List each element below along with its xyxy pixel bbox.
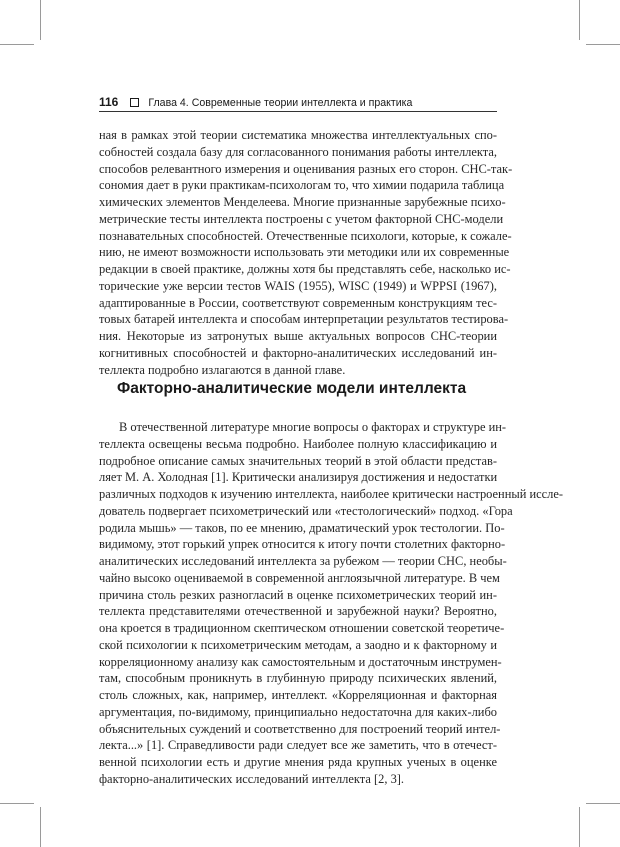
running-header [99, 95, 497, 109]
text-line: лекта...» [1]. Справедливости ради следует все же заметить, что в отечест- [99, 738, 497, 753]
checkbox-square-icon [130, 98, 139, 107]
text-line: столь сложных, как, например, интеллект. «Корреляционная и факторная [99, 688, 497, 702]
paragraph-1 [99, 127, 513, 378]
text-line: объяснительных суждений и соответственно для построений теорий интел- [99, 721, 501, 736]
text-line: редакции в своей практике, должны хотя бы представлять себе, насколько ис- [99, 262, 511, 276]
text-line: подробное описание самых значительных теорий в этой области представ- [99, 453, 497, 468]
text-line: там, способным проникнуть в глубинную природу психических явлений, [99, 671, 497, 686]
text-line: теллекта освещены весьма подробно. Наиболее полную классификацию и [99, 436, 497, 451]
text-line: когнитивных способностей и факторно-аналитических исследований ин- [99, 345, 497, 360]
crop-mark [0, 44, 34, 45]
crop-mark [579, 807, 580, 847]
text-line: ской психологии к психометрическим методам, а заодно и к факторному и [99, 637, 497, 652]
text-line: способов релевантного измерения и оценивания разных его сторон. CHC-так- [99, 161, 513, 176]
text-line: дователь подвергает психометрический или «тестологический» подход. «Гора [99, 503, 513, 518]
text-line: метрические тесты интеллекта построены с учетом факторной CHC-модели [99, 211, 504, 226]
text-line: ния. Некоторые из затронутых выше актуальных вопросов CHC-теории [99, 329, 497, 343]
text-line: причина столь резких разногласий в оценке психометрических теорий ин- [99, 587, 497, 602]
crop-mark [579, 0, 580, 40]
text-line: она кроется в традиционном скептическом отношении советской теоретиче- [99, 621, 505, 635]
text-line: теллекта подробно излагаются в данной главе. [99, 362, 346, 377]
text-line: познавательных способностей. Отечественные психологи, которые, к сожале- [99, 228, 512, 243]
crop-mark [0, 803, 34, 804]
header-divider [99, 111, 497, 112]
crop-mark [40, 807, 41, 847]
text-line: корреляционному анализу как самостоятельным и достаточным инструмен- [99, 654, 502, 669]
text-line: В отечественной литературе многие вопросы о факторах и структуре ин- [119, 420, 507, 434]
text-line: ляет М. А. Холодная [1]. Критически анализируя достижения и недостатки [99, 470, 498, 485]
text-line: венной психологии есть и другие мнения ряда крупных ученых в оценке [99, 755, 497, 769]
text-line: нию, не имеют возможности использовать эти методики или их современные [99, 245, 510, 260]
text-line: собностей создала базу для согласованного понимания работы интеллекта, [99, 144, 497, 159]
text-line: товых батарей интеллекта и способам интерпретации результатов тестирова- [99, 312, 509, 327]
text-line: видимому, этот горький упрек относится к итогу почти столетних факторно- [99, 537, 506, 552]
crop-mark [586, 44, 620, 45]
text-line: сономия дает в руки практикам-психологам то, что химии подарила таблица [99, 178, 505, 193]
text-line: факторно-аналитических исследований интеллекта [2, 3]. [99, 771, 405, 786]
text-line: чайно высоко оцениваемой в современной англоязычной литературе. В чем [99, 570, 500, 585]
text-line: торические уже версии тестов WAIS (1955), WISC (1949) и WPPSI (1967), [99, 278, 497, 293]
section-heading: Факторно-аналитические модели интеллекта [117, 380, 467, 397]
text-line: различных подходов к изучению интеллекта, наиболее критически настроенный иссле- [99, 487, 564, 501]
crop-mark [586, 803, 620, 804]
chapter-title: Глава 4. Современные теории интеллекта и практика [148, 97, 413, 109]
text-line: химических элементов Менделеева. Многие признанные зарубежные психо- [99, 195, 506, 209]
crop-mark [40, 0, 41, 40]
text-line: теллекта представителями отечественной и зарубежной науки? Вероятно, [99, 604, 497, 619]
text-line: аргументация, по-видимому, принципиально недостаточна для каких-либо [99, 704, 497, 719]
text-line: аналитических исследований интеллекта за рубежом — теории CHC, необы- [99, 554, 507, 568]
text-line: родила мышь» — таков, по ее мнению, драматический урок тестологии. По- [99, 520, 505, 535]
page-number: 116 [99, 95, 119, 109]
paragraph-2 [99, 419, 564, 788]
text-line: адаптированные в России, соответствуют современным конструкциям тес- [99, 295, 497, 310]
text-line: ная в рамках этой теории систематика множества интеллектуальных спо- [99, 128, 497, 142]
